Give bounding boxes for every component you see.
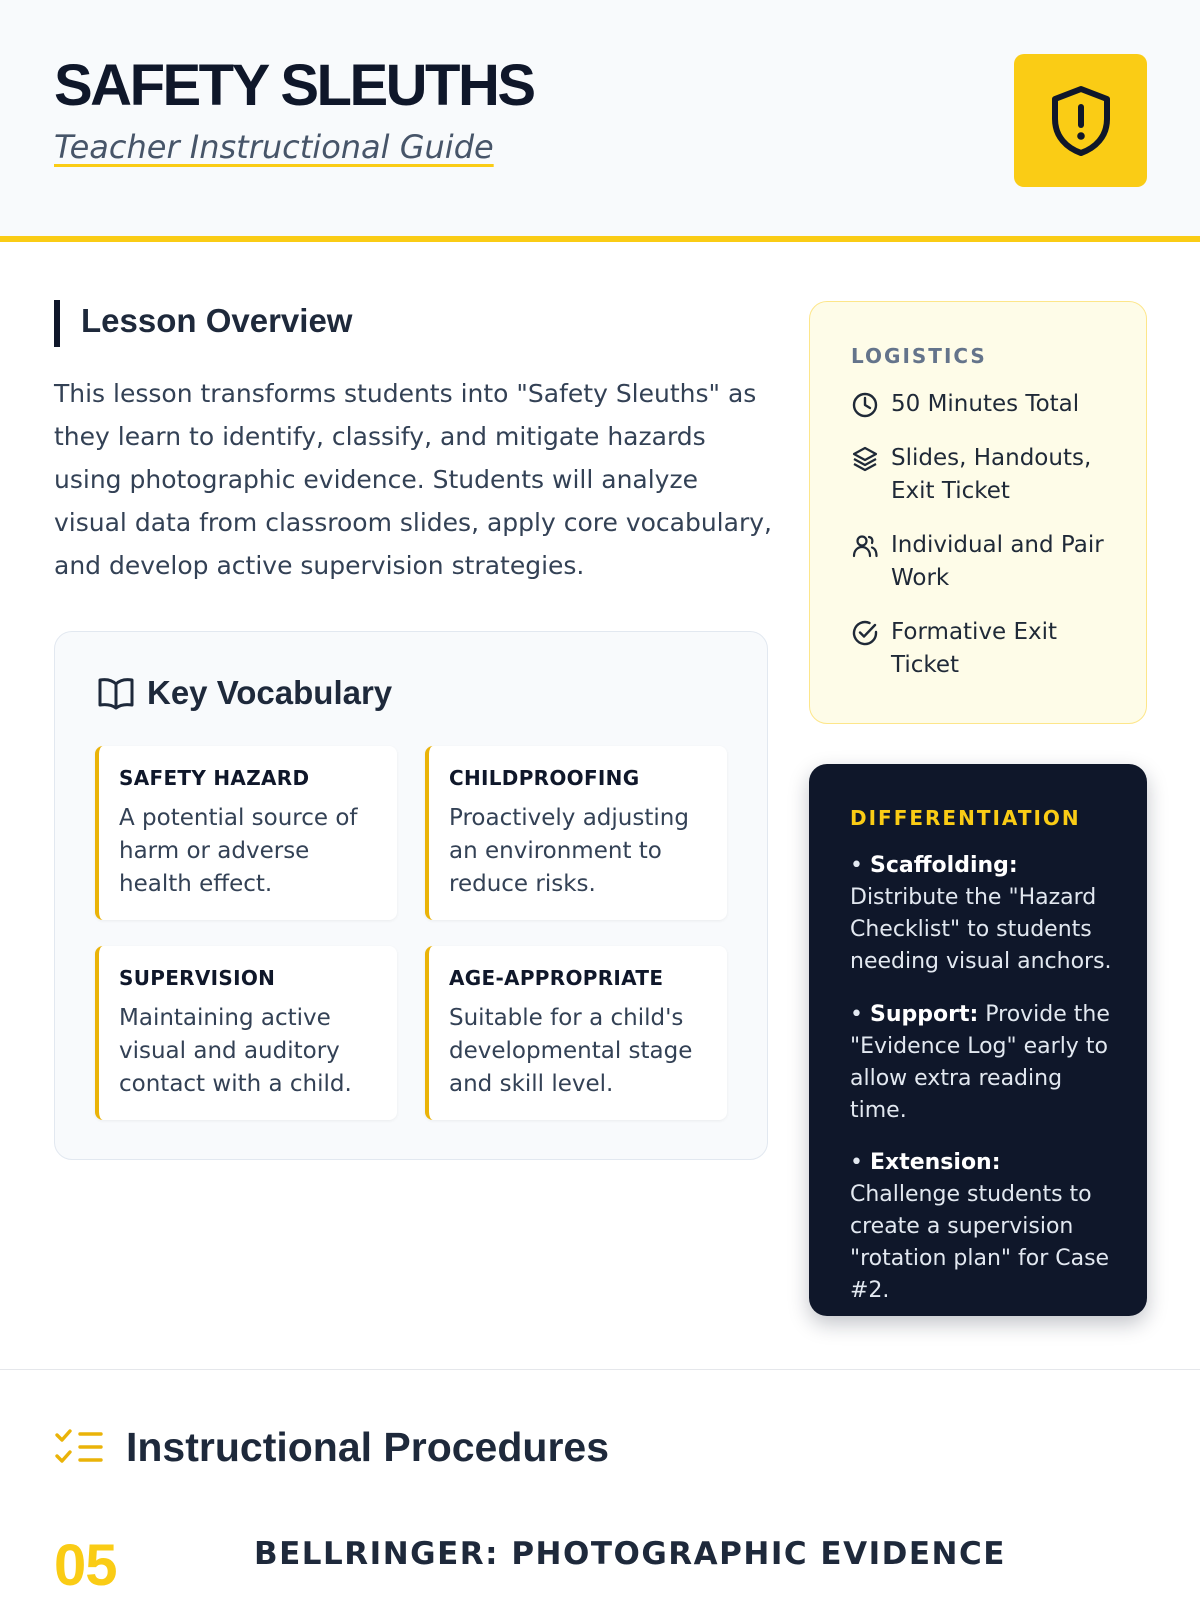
overview-heading: Lesson Overview <box>81 302 353 339</box>
procedures-heading: Instructional Procedures <box>126 1424 610 1470</box>
differentiation-label: Extension: <box>869 1150 1001 1175</box>
vocabulary-card <box>54 631 768 1160</box>
logistics-item-text: 50 Minutes Total <box>891 391 1080 417</box>
differentiation-item: • Scaffolding: Distribute the "Hazard Checklist" to students needing visual anchors. <box>850 853 1112 974</box>
step-title: BELLRINGER: PHOTOGRAPHIC EVIDENCE <box>254 1536 1006 1572</box>
differentiation-text: Distribute the "Hazard Checklist" to students needing visual anchors. <box>850 885 1112 974</box>
vocab-term: SUPERVISION <box>119 966 276 990</box>
users-icon <box>851 532 879 560</box>
differentiation-text: Provide the "Evidence Log" early to allow extra reading time. <box>850 1002 1110 1123</box>
procedures-header <box>54 1424 609 1471</box>
logistics-item <box>851 529 1121 595</box>
logistics-heading: LOGISTICS <box>851 344 987 368</box>
vocab-term-card <box>425 946 727 1120</box>
logistics-item <box>851 616 1121 682</box>
check-circle-icon <box>851 619 879 647</box>
vocab-term: SAFETY HAZARD <box>119 766 310 790</box>
clock-icon <box>851 391 879 419</box>
step-minutes: 05 <box>54 1533 117 1598</box>
shield-alert-icon <box>1049 85 1113 157</box>
overview-accent-bar <box>54 300 60 347</box>
vocab-term-card <box>95 746 397 920</box>
logistics-item <box>851 442 1121 508</box>
vocab-definition: Suitable for a child's developmental stage and skill level. <box>449 1005 693 1097</box>
layers-icon <box>851 445 879 473</box>
logistics-item-text: Individual and Pair Work <box>891 532 1104 591</box>
differentiation-card <box>809 764 1147 1316</box>
shield-badge <box>1014 54 1147 187</box>
list-checks-icon <box>54 1427 104 1469</box>
vocabulary-header <box>97 674 392 712</box>
vocab-definition: Proactively adjusting an environment to reduce risks. <box>449 805 689 897</box>
differentiation-heading: DIFFERENTIATION <box>850 806 1081 830</box>
logistics-item <box>851 388 1121 421</box>
logistics-card <box>809 301 1147 724</box>
book-open-icon <box>97 676 135 710</box>
overview-body: This lesson transforms students into "Safety Sleuths" as they learn to identify, classify, and mitigate hazards using photographic evidence. Students will analyze visual data from classroom slides, apply core vocabulary, and develop active supervision strategies. <box>54 379 772 580</box>
vocab-term-card <box>95 946 397 1120</box>
differentiation-label: Scaffolding: <box>869 853 1018 878</box>
differentiation-item: • Support: Provide the "Evidence Log" early to allow extra reading time. <box>850 1002 1110 1123</box>
logistics-item-text: Slides, Handouts, Exit Ticket <box>891 445 1092 504</box>
vocab-definition: Maintaining active visual and auditory contact with a child. <box>119 1005 352 1097</box>
section-divider <box>0 1369 1200 1370</box>
page-subtitle: Teacher Instructional Guide <box>54 128 494 166</box>
vocab-definition: A potential source of harm or adverse health effect. <box>119 805 358 897</box>
page-header <box>0 0 1200 242</box>
vocab-term: AGE-APPROPRIATE <box>449 966 664 990</box>
differentiation-item: • Extension: Challenge students to create a supervision "rotation plan" for Case #2. <box>850 1150 1110 1303</box>
vocab-term-card <box>425 746 727 920</box>
differentiation-label: Support: <box>869 1002 979 1027</box>
logistics-item-text: Formative Exit Ticket <box>891 619 1058 678</box>
vocabulary-heading: Key Vocabulary <box>147 674 393 711</box>
vocab-term: CHILDPROOFING <box>449 766 640 790</box>
page-title: SAFETY SLEUTHS <box>54 53 534 118</box>
differentiation-text: Challenge students to create a supervision "rotation plan" for Case #2. <box>850 1182 1110 1303</box>
